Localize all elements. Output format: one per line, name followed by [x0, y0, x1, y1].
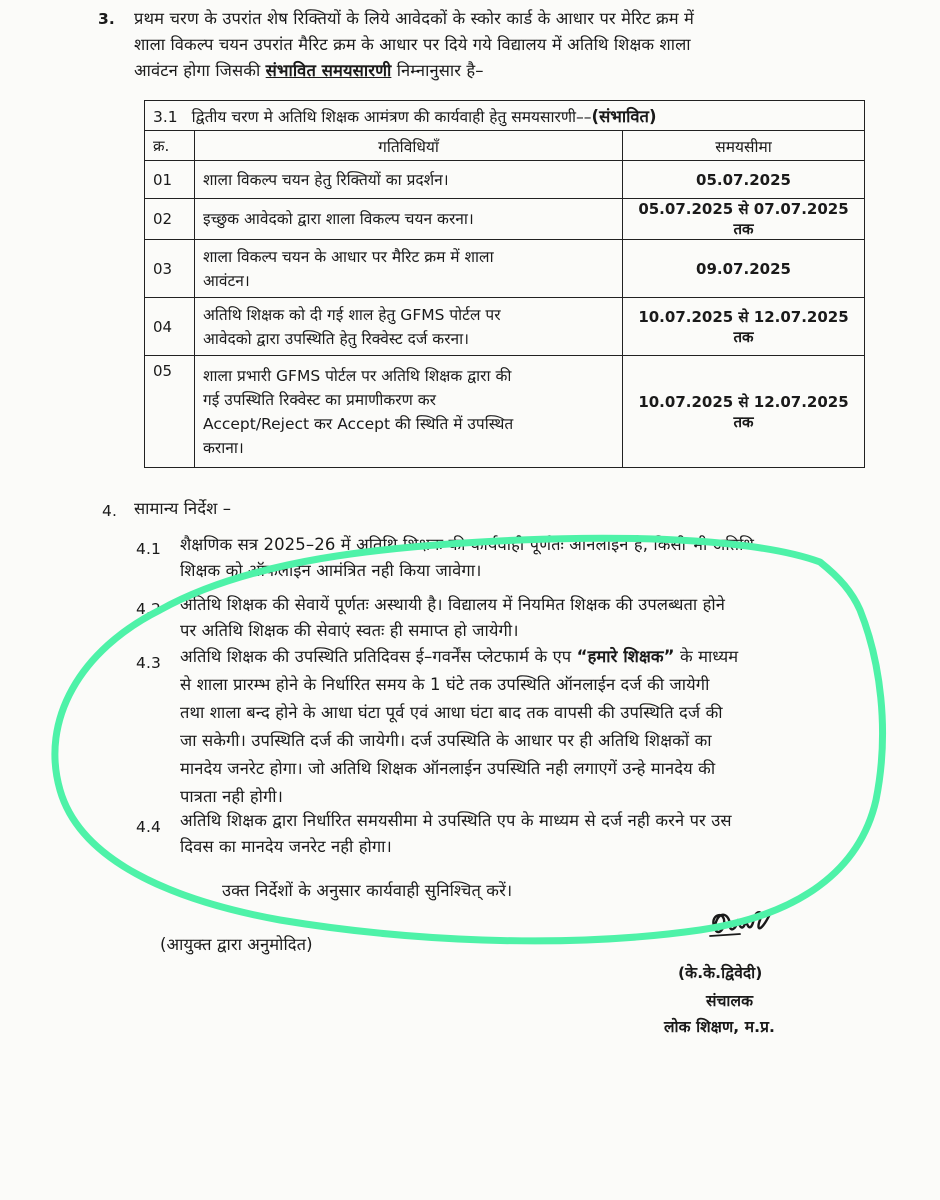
section-3-line-3-tail: निम्नानुसार है– — [391, 61, 484, 80]
row-deadline: 09.07.2025 — [623, 240, 865, 298]
closing-instruction: उक्त निर्देशों के अनुसार कार्यवाही सुनिश्चित् करें। — [222, 881, 513, 900]
table-caption-tentative: (संभावित) — [591, 107, 657, 126]
item-line: तथा शाला बन्द होने के आधा घंटा पूर्व एवं आधा घंटा बाद तक वापसी की उपस्थिति दर्ज की — [180, 703, 723, 722]
table-header-row — [145, 131, 865, 161]
activity-line: Accept/Reject कर Accept की स्थिति में उपस्थित — [203, 414, 514, 433]
item-line: पात्रता नही होगी। — [180, 787, 283, 806]
section-4-number: 4. — [102, 502, 117, 520]
table-row — [145, 161, 865, 199]
item-line: शिक्षक को ऑफलाईन आमंत्रित नही किया जावेगा। — [180, 561, 482, 580]
section-4-heading: सामान्य निर्देश – — [134, 499, 232, 518]
row-activity — [195, 199, 623, 240]
item-line: अतिथि शिक्षक द्वारा निर्धारित समयसीमा मे उपस्थिति एप के माध्यम से दर्ज नही करने पर उस — [180, 811, 732, 830]
item-line: अतिथि शिक्षक की सेवायें पूर्णतः अस्थायी है। विद्यालय में नियमित शिक्षक की उपलब्धता होने — [180, 595, 726, 614]
table-caption-text: द्वितीय चरण मे अतिथि शिक्षक आमंत्रण की कार्यवाही हेतु समयसारणी–– — [191, 108, 592, 126]
approval-note: (आयुक्त द्वारा अनुमोदित) — [160, 935, 313, 954]
row-number: 05 — [145, 356, 195, 468]
schedule-keyword: संभावित समयसारणी — [265, 61, 392, 80]
item-number: 4.4 — [136, 818, 161, 836]
item-line: शैक्षणिक सत्र 2025–26 में अतिथि शिक्षक की कार्यवाही पूर्णतः ऑनलाईन है, किसी भी अतिथि — [180, 535, 755, 554]
activity-line: शाला विकल्प चयन के आधार पर मैरिट क्रम में शाला — [203, 247, 494, 266]
schedule-table — [144, 100, 865, 468]
table-row — [145, 199, 865, 240]
section-3-line-2: शाला विकल्प चयन उपरांत मैरिट क्रम के आधार पर दिये गये विद्यालय में अतिथि शिक्षक शाला — [134, 35, 691, 54]
section-3-line-3 — [134, 60, 484, 82]
item-line: दिवस का मानदेय जनरेट नही होगा। — [180, 837, 392, 856]
item-number: 4.2 — [136, 600, 161, 618]
row-number: 01 — [145, 161, 195, 199]
table-row — [145, 240, 865, 298]
item-line — [180, 646, 864, 668]
row-activity — [195, 298, 623, 356]
activity-line: आवंटन। — [203, 271, 250, 290]
signatory-office: लोक शिक्षण, म.प्र. — [664, 1018, 776, 1036]
activity-line: कराना। — [203, 438, 244, 457]
app-name: “हमारे शिक्षक” — [576, 647, 675, 666]
table-caption-row — [145, 101, 865, 131]
table-caption — [145, 101, 865, 131]
header-deadline: समयसीमा — [623, 131, 865, 161]
section-3-line-3-text: आवंटन होगा जिसकी — [134, 61, 266, 80]
row-activity — [195, 161, 623, 199]
section-3-line-1: प्रथम चरण के उपरांत शेष रिक्तियों के लिये आवेदकों के स्कोर कार्ड के आधार पर मेरिट क्रम में — [134, 9, 695, 28]
activity-line: आवेदको द्वारा उपस्थिति हेतु रिक्वेस्ट दर्ज करना। — [203, 329, 470, 348]
row-deadline: 05.07.2025 — [623, 161, 865, 199]
table-caption-number: 3.1 — [153, 108, 178, 126]
signatory-name: (के.के.द्विवेदी) — [678, 964, 763, 982]
item-line: मानदेय जनरेट होगा। जो अतिथि शिक्षक ऑनलाईन उपस्थिति नही लगाएगें उन्हे मानदेय की — [180, 759, 716, 778]
item-line: पर अतिथि शिक्षक की सेवाएं स्वतः ही समाप्त हो जायेगी। — [180, 621, 519, 640]
row-number: 04 — [145, 298, 195, 356]
activity-line: शाला विकल्प चयन हेतु रिक्तियों का प्रदर्शन। — [203, 170, 449, 189]
activity-line: अतिथि शिक्षक को दी गई शाल हेतु GFMS पोर्टल पर — [203, 305, 501, 324]
signatory-designation: संचालक — [706, 992, 754, 1010]
activity-line: शाला प्रभारी GFMS पोर्टल पर अतिथि शिक्षक द्वारा की — [203, 366, 512, 385]
item-line: जा सकेगी। उपस्थिति दर्ज की जायेगी। दर्ज उपस्थिति के आधार पर ही अतिथि शिक्षकों का — [180, 731, 712, 750]
row-number: 02 — [145, 199, 195, 240]
handwritten-signature — [700, 900, 790, 950]
row-deadline: 05.07.2025 से 07.07.2025 तक — [623, 199, 865, 240]
item-number: 4.1 — [136, 540, 161, 558]
header-activity: गतिविधियाँ — [195, 131, 623, 161]
row-deadline: 10.07.2025 से 12.07.2025 तक — [623, 298, 865, 356]
row-activity — [195, 356, 623, 468]
item-line: से शाला प्रारम्भ होने के निर्धारित समय के 1 घंटे तक उपस्थिति ऑनलाईन दर्ज की जायेगी — [180, 675, 710, 694]
activity-line: गई उपस्थिति रिक्वेस्ट का प्रमाणीकरण कर — [203, 390, 436, 409]
table-row — [145, 298, 865, 356]
activity-line: इच्छुक आवेदको द्वारा शाला विकल्प चयन करना। — [203, 210, 474, 228]
header-number: क्र. — [145, 131, 195, 161]
item-line-tail: के माध्यम — [674, 647, 739, 666]
schedule-table-wrap — [144, 100, 864, 478]
row-deadline: 10.07.2025 से 12.07.2025 तक — [623, 356, 865, 468]
item-line-text: अतिथि शिक्षक की उपस्थिति प्रतिदिवस ई–गवर्नेंस प्लेटफार्म के एप — [180, 647, 577, 666]
section-3-number: 3. — [98, 10, 115, 28]
row-number: 03 — [145, 240, 195, 298]
table-row — [145, 356, 865, 468]
row-activity — [195, 240, 623, 298]
item-number: 4.3 — [136, 654, 161, 672]
